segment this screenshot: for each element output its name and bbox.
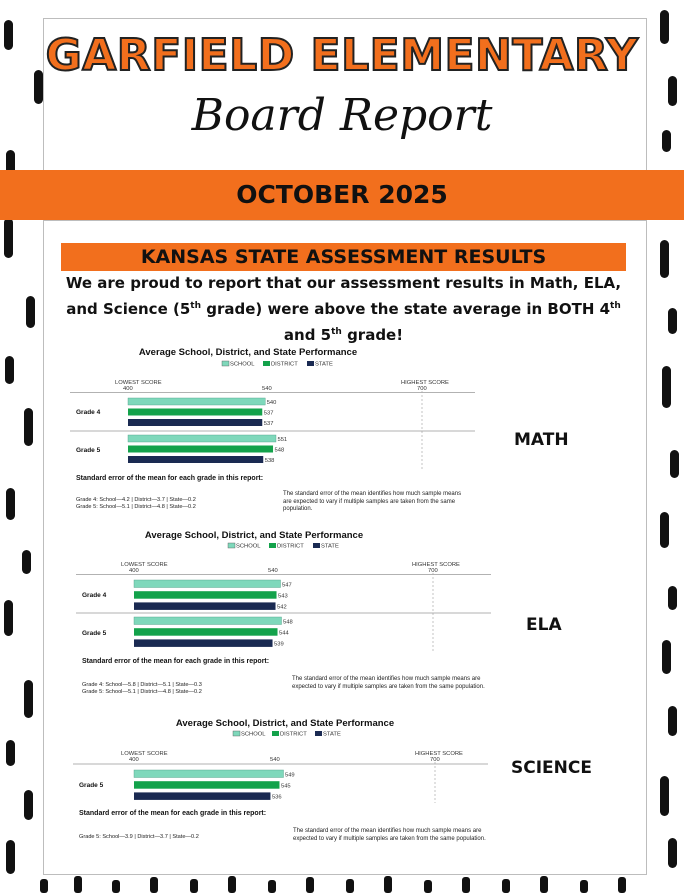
se-lines bbox=[82, 682, 292, 696]
legend-state-swatch bbox=[315, 731, 322, 736]
axis-high-value: 700 bbox=[430, 757, 440, 763]
bar-value-label: 548 bbox=[274, 447, 285, 454]
legend-state-label: STATE bbox=[323, 731, 341, 738]
bar-group bbox=[134, 770, 295, 801]
bar-state bbox=[128, 456, 263, 463]
axis-high-label: HIGHEST SCORE bbox=[415, 751, 463, 757]
intro-text-3: and 5 bbox=[283, 326, 332, 344]
bar-value-label: 542 bbox=[277, 604, 287, 611]
subject-science: SCIENCE bbox=[511, 758, 592, 778]
bar-district bbox=[134, 591, 277, 599]
bar-value-label: 539 bbox=[274, 641, 284, 648]
subject-ela: ELA bbox=[526, 615, 562, 635]
legend-district-label: DISTRICT bbox=[277, 543, 304, 550]
bar-value-label: 537 bbox=[263, 420, 274, 427]
bar-value-label: 549 bbox=[284, 772, 295, 779]
legend-district-swatch bbox=[263, 361, 270, 366]
bar-value-label: 540 bbox=[266, 399, 277, 406]
chart-legend bbox=[222, 361, 333, 368]
intro-text-2: grade) were above the state average in BOTH 4 bbox=[200, 300, 611, 318]
subject-math: MATH bbox=[514, 430, 569, 450]
axis-mid-value: 540 bbox=[268, 568, 278, 574]
group-label: Grade 5 bbox=[79, 782, 104, 789]
bar-school bbox=[128, 435, 276, 442]
se-note: The standard error of the mean identifies how much sample means are expected to vary if multiple samples are taken from the same population. bbox=[293, 828, 486, 842]
chart-title: Average School, District, and State Performance bbox=[175, 718, 395, 729]
section-title: KANSAS STATE ASSESSMENT RESULTS bbox=[61, 243, 626, 271]
legend-school-label: SCHOOL bbox=[236, 543, 261, 550]
group-label: Grade 4 bbox=[82, 592, 107, 599]
intro-sup-3: th bbox=[331, 327, 342, 337]
axis-high-label: HIGHEST SCORE bbox=[401, 380, 449, 386]
legend-district-swatch bbox=[272, 731, 279, 736]
group-label: Grade 5 bbox=[82, 630, 107, 637]
se-line: Grade 5: School—5.1 | District—4.8 | State—0.2 bbox=[82, 689, 202, 695]
bar-state bbox=[134, 792, 270, 800]
intro-text-1: We are proud to report that our assessment results in Math, ELA, and Science (5 bbox=[65, 274, 622, 318]
bar-value-label: 536 bbox=[271, 794, 282, 801]
axis-low-value: 400 bbox=[123, 386, 133, 392]
bar-state bbox=[134, 602, 276, 610]
intro-sup-2: th bbox=[610, 301, 621, 311]
se-title: Standard error of the mean for each grade in this report: bbox=[79, 810, 267, 817]
chart-title: Average School, District, and State Performance bbox=[144, 530, 364, 541]
group-label: Grade 4 bbox=[76, 409, 101, 416]
legend-district-swatch bbox=[269, 543, 276, 548]
legend-school-label: SCHOOL bbox=[241, 731, 266, 738]
bar-district bbox=[128, 446, 273, 453]
school-title: GARFIELD ELEMENTARY bbox=[45, 30, 639, 81]
bar-value-label: 548 bbox=[283, 619, 293, 626]
bar-school bbox=[134, 580, 281, 588]
se-line: Grade 4: School—4.2 | District—3.7 | State—0.2 bbox=[76, 497, 196, 503]
axis-low-value: 400 bbox=[129, 568, 139, 574]
month-label: OCTOBER 2025 bbox=[236, 180, 448, 209]
intro-paragraph bbox=[61, 272, 626, 347]
bar-state bbox=[134, 639, 273, 647]
bar-value-label: 547 bbox=[282, 582, 292, 589]
se-note: The standard error of the mean identifies how much sample means are expected to vary if multiple samples are taken from the same population. bbox=[292, 676, 485, 690]
report-subtitle: Board Report bbox=[191, 90, 493, 141]
bar-value-label: 551 bbox=[277, 436, 288, 443]
chart-title: Average School, District, and State Performance bbox=[138, 347, 358, 358]
bar-school bbox=[128, 398, 265, 405]
legend-state-swatch bbox=[313, 543, 320, 548]
se-title: Standard error of the mean for each grade in this report: bbox=[76, 475, 264, 482]
legend-district-label: DISTRICT bbox=[271, 361, 298, 368]
bar-value-label: 544 bbox=[279, 630, 289, 637]
bar-district bbox=[134, 628, 278, 636]
axis-high-value: 700 bbox=[417, 386, 427, 392]
chart-legend bbox=[233, 731, 341, 738]
axis-mid-value: 540 bbox=[262, 386, 272, 392]
axis-high-value: 700 bbox=[428, 568, 438, 574]
legend-school-swatch bbox=[233, 731, 240, 736]
bar-district bbox=[128, 409, 262, 416]
se-lines bbox=[76, 497, 286, 511]
axis-low-label: LOWEST SCORE bbox=[121, 751, 168, 757]
science-chart bbox=[73, 715, 488, 807]
bar-school bbox=[134, 617, 282, 625]
se-line: Grade 5: School—3.9 | District—3.7 | State—0.2 bbox=[79, 834, 199, 840]
bar-state bbox=[128, 419, 262, 426]
legend-school-swatch bbox=[222, 361, 229, 366]
bar-group bbox=[134, 580, 293, 648]
se-lines bbox=[79, 834, 289, 841]
group-label: Grade 5 bbox=[76, 447, 101, 454]
legend-school-swatch bbox=[228, 543, 235, 548]
legend-state-label: STATE bbox=[315, 361, 333, 368]
math-chart bbox=[70, 344, 485, 474]
se-note: The standard error of the mean identifies how much sample means are expected to vary if multiple samples are taken from the same population. bbox=[283, 491, 462, 512]
bar-value-label: 545 bbox=[280, 783, 291, 790]
bar-value-label: 538 bbox=[264, 457, 275, 464]
legend-state-label: STATE bbox=[321, 543, 339, 550]
axis-low-label: LOWEST SCORE bbox=[115, 380, 162, 386]
bar-school bbox=[134, 770, 283, 778]
axis-mid-value: 540 bbox=[270, 757, 280, 763]
axis-low-label: LOWEST SCORE bbox=[121, 562, 168, 568]
se-title: Standard error of the mean for each grade in this report: bbox=[82, 658, 270, 665]
se-line: Grade 4: School—5.8 | District—5.1 | State—0.3 bbox=[82, 682, 202, 688]
legend-school-label: SCHOOL bbox=[230, 361, 255, 368]
bar-district bbox=[134, 781, 279, 789]
legend-state-swatch bbox=[307, 361, 314, 366]
ela-chart bbox=[76, 527, 491, 657]
bar-value-label: 537 bbox=[263, 410, 274, 417]
intro-sup-1: th bbox=[190, 301, 201, 311]
chart-legend bbox=[228, 543, 339, 550]
axis-low-value: 400 bbox=[129, 757, 139, 763]
legend-district-label: DISTRICT bbox=[280, 731, 307, 738]
intro-text-4: grade! bbox=[341, 326, 404, 344]
bar-value-label: 543 bbox=[278, 593, 288, 600]
axis-high-label: HIGHEST SCORE bbox=[412, 562, 460, 568]
se-line: Grade 5: School—5.1 | District—4.8 | State—0.2 bbox=[76, 504, 196, 510]
